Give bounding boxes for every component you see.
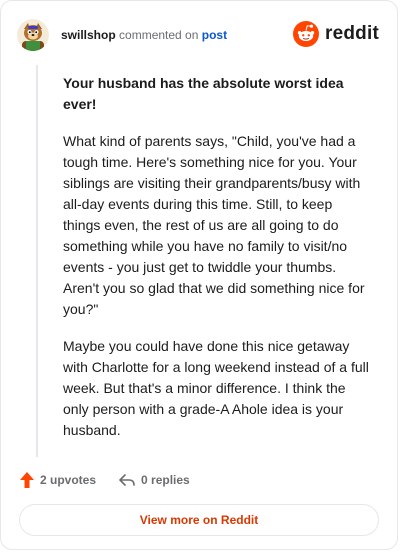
post-link[interactable]: post <box>201 28 228 42</box>
replies-stat[interactable] <box>118 472 190 488</box>
comment-title: Your husband has the absolute worst idea ever! <box>63 75 344 112</box>
reddit-brand[interactable] <box>293 21 379 47</box>
action-text: commented on <box>119 28 199 42</box>
reddit-wordmark: reddit <box>325 23 379 44</box>
reply-arrow-icon <box>118 472 136 488</box>
snoo-avatar-icon <box>17 19 49 51</box>
username[interactable]: swillshop <box>61 28 116 42</box>
comment-meta <box>61 27 227 43</box>
comment-paragraph: Maybe you could have done this nice getaway with Charlotte for a long weekend instead of a full week. But that's a minor difference. I think the only person with a grade-A Ahole idea is your husband. <box>63 338 369 438</box>
upvotes-label: 2 upvotes <box>40 473 97 487</box>
thread-line <box>36 65 38 457</box>
comment-body <box>63 73 369 457</box>
replies-label: 0 replies <box>141 473 190 487</box>
comment-footer <box>19 469 190 491</box>
upvote-arrow-icon <box>19 471 35 489</box>
user-avatar[interactable] <box>17 19 49 51</box>
comment-paragraph: What kind of parents says, "Child, you've had a tough time. Here's something nice for you. Your siblings are visiting their grandparents/busy with all-day events during this time. Still, to keep things even, the rest of us are all going to do something while you have no family to visit/no events - you just get to twiddle your thumbs. Aren't you so glad that we did something nice for you?" <box>63 133 365 317</box>
view-more-button[interactable]: View more on Reddit <box>19 504 379 536</box>
upvotes-stat[interactable] <box>19 471 96 489</box>
reddit-logo-icon <box>293 21 319 47</box>
